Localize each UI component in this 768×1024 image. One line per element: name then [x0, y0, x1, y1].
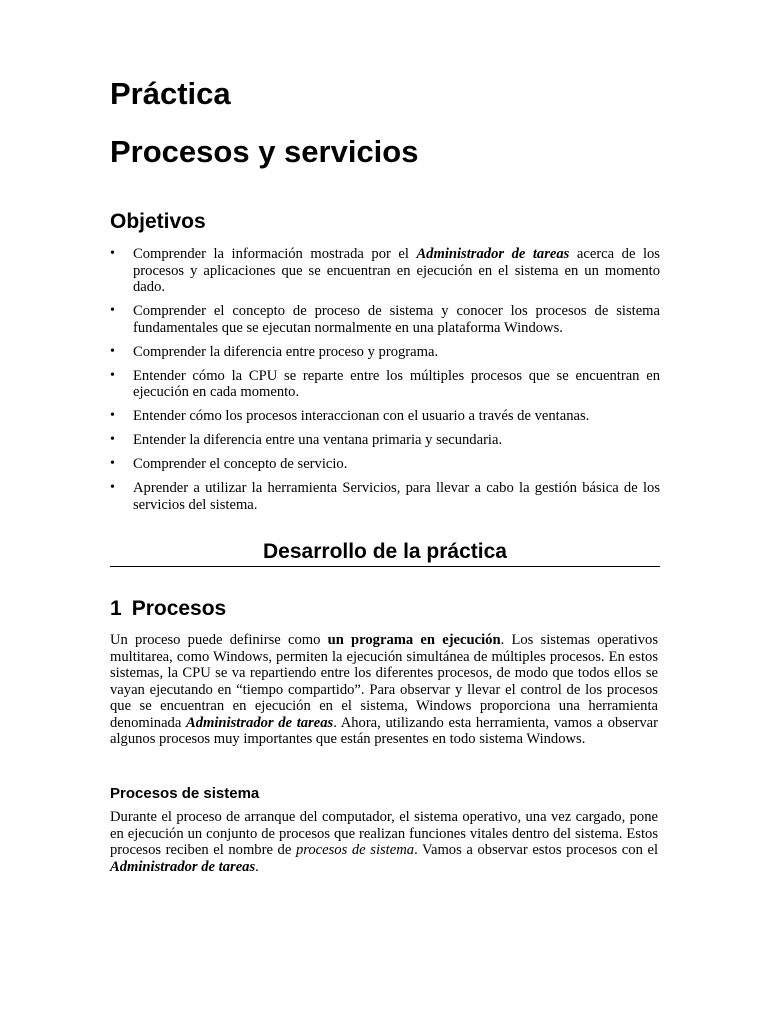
objective-text: Comprender la información mostrada por el [133, 246, 417, 262]
paragraph-text: . Los sistemas operativos multitarea, como Windows, permiten la ejecución simultánea de múltiples procesos. En estos sistemas, la CPU se va repartiendo entre los diferentes procesos, de modo que todos ellos se vayan ejecutando en “tiempo compartido”. Para observar y llevar el control de los procesos que se encuentran en ejecución en el sistema, Windows proporciona una herramienta denominada [110, 632, 658, 731]
list-item [110, 456, 660, 473]
objective-emphasis: Administrador de tareas [416, 246, 570, 262]
objective-text-end: acerca de los procesos y aplicaciones que se encuentran en ejecución en el sistema en un momento dado. [133, 246, 660, 295]
list-item [110, 408, 660, 425]
paragraph-text: . Ahora, utilizando esta herramienta, vamos a observar algunos procesos muy importantes que están presentes en todo sistema Windows. [110, 714, 658, 747]
bullet-icon: • [110, 367, 115, 383]
bullet-icon: • [110, 343, 115, 359]
bullet-icon: • [110, 456, 115, 471]
objectives-list [110, 246, 660, 521]
bullet-icon: • [110, 480, 115, 495]
list-item [110, 303, 660, 336]
list-item [110, 344, 660, 361]
objective-text: Entender la diferencia entre una ventana primaria y secundaria. [133, 432, 503, 448]
paragraph-text: Un proceso puede definirse como [110, 632, 328, 648]
objective-text: Aprender a utilizar la herramienta Servicios, para llevar a cabo la gestión básica de los servicios del sistema. [133, 480, 660, 513]
list-item [110, 480, 660, 513]
objective-text: Entender cómo los procesos interaccionan con el usuario a través de ventanas. [133, 408, 590, 424]
paragraph-emphasis: Administrador de tareas [110, 858, 256, 875]
heading-rule [110, 566, 660, 567]
section-heading-desarrollo: Desarrollo de la práctica [263, 540, 507, 563]
section-1-heading [110, 595, 226, 623]
paragraph-text: . [255, 858, 259, 875]
paragraph-italic: procesos de sistema [295, 842, 415, 858]
objective-text: Comprender la diferencia entre proceso y programa. [133, 343, 439, 360]
subheading-procesos-de-sistema: Procesos de sistema [110, 785, 260, 802]
paragraph-procesos-de-sistema [110, 809, 658, 875]
section-title: Procesos [131, 597, 227, 620]
page-title-line2: Procesos y servicios [110, 134, 419, 169]
list-item [110, 432, 660, 449]
list-item [110, 368, 660, 401]
page-title-line1: Práctica [110, 76, 231, 111]
objective-text: Comprender el concepto de proceso de sistema y conocer los procesos de sistema fundamentales que se ejecutan normalmente en una plataforma Windows. [133, 303, 660, 336]
paragraph-bold: un programa en ejecución [327, 632, 501, 648]
objectives-heading: Objetivos [110, 210, 206, 233]
paragraph-text: . Vamos a observar estos procesos con el [414, 842, 658, 858]
list-item [110, 246, 660, 296]
section-number: 1 [110, 597, 122, 620]
objective-text: Comprender el concepto de servicio. [133, 456, 348, 472]
bullet-icon: • [110, 303, 115, 318]
paragraph-emphasis: Administrador de tareas [186, 714, 334, 731]
bullet-icon: • [110, 246, 115, 261]
objective-text: Entender cómo la CPU se reparte entre los múltiples procesos que se encuentran en ejecución en cada momento. [133, 367, 660, 400]
paragraph-text: Durante el proceso de arranque del computador, el sistema operativo, una vez cargado, pone en ejecución un conjunto de procesos que realizan funciones vitales dentro del sistema. Estos procesos reciben el nombre de [110, 809, 658, 858]
bullet-icon: • [110, 408, 115, 423]
bullet-icon: • [110, 432, 115, 447]
paragraph-procesos [110, 632, 658, 748]
